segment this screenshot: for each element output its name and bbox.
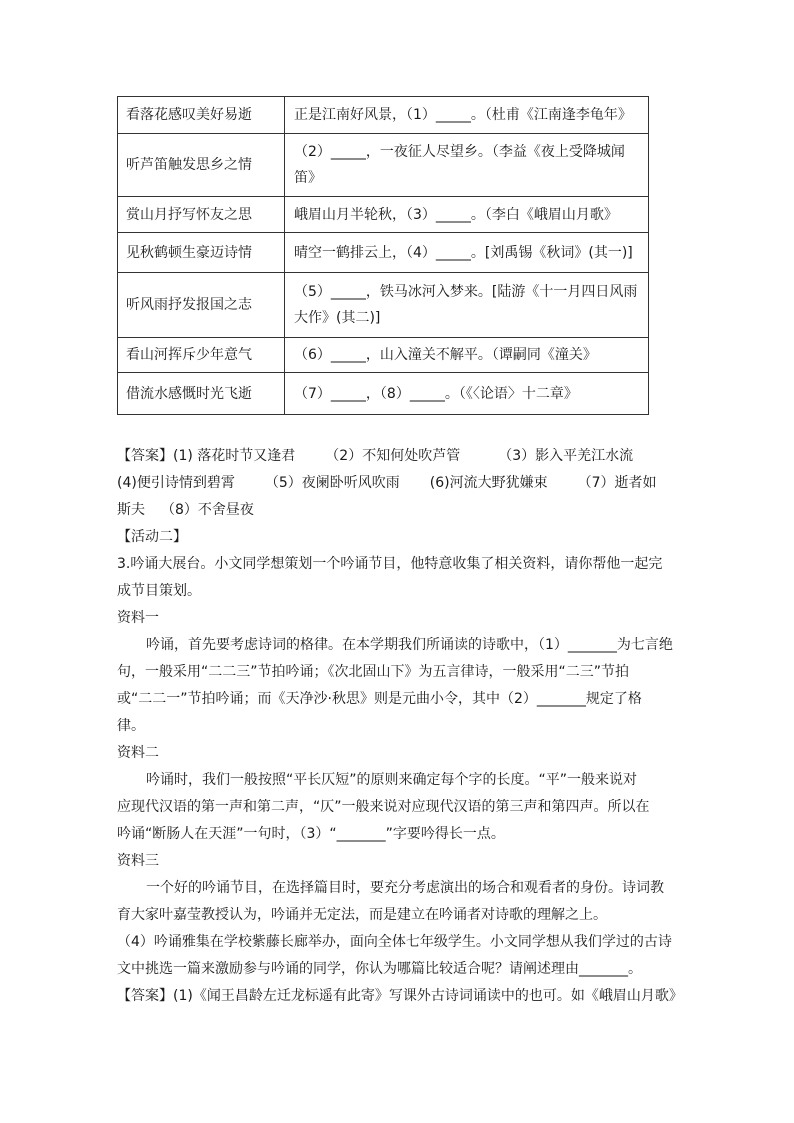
answer-item: (1) 落花时节又逢君 [173, 448, 296, 464]
table-row [118, 373, 649, 415]
answer-line [117, 983, 687, 1010]
question-line: 3.吟诵大展台。小文同学想策划一个吟诵节目，他特意收集了相关资料，请你帮他一起完 [117, 556, 663, 572]
answer-item: (4)便引诗情到碧霄 [117, 475, 235, 491]
verse-cell [285, 338, 649, 373]
material-line: 句，一般采用“二二三”节拍吟诵；《次北固山下》为五言律诗，一般采用“二三”节拍 [117, 664, 630, 680]
theme-cell: 见秋鹤顿生豪迈诗情 [118, 233, 285, 273]
body-text [117, 443, 687, 1010]
table-row [118, 338, 649, 373]
verse-line: 大作》(其二)] [294, 310, 381, 326]
theme-cell: 听芦笛触发思乡之情 [118, 134, 285, 197]
answer-item: (6)河流大野犹嫌束 [429, 475, 548, 491]
verse-cell [285, 233, 649, 273]
material-line: 文中挑选一篇来激励参与吟诵的同学，你认为哪篇比较适合呢？请阐述理由_______。 [117, 961, 642, 977]
material-line: 律。 [117, 718, 145, 734]
material-line: 一个好的吟诵节目，在选择篇目时，要充分考虑演出的场合和观看者的身份。诗词教 [146, 880, 664, 896]
material-line: 吟诵，首先要考虑诗词的格律。在本学期我们所诵读的诗歌中，（1）_______为七言绝 [146, 637, 673, 653]
answer-label: 【答案】 [117, 988, 173, 1004]
verse-line: 正是江南好风景，（1）_____。（杜甫《江南逢李龟年》 [294, 107, 632, 123]
table-row [118, 197, 649, 233]
verse-line: （2）_____，一夜征人尽望乡。（李益《夜上受降城闻 [294, 144, 625, 160]
answer-label: 【答案】 [117, 448, 173, 464]
verse-cell [285, 97, 649, 134]
verse-cell [285, 273, 649, 338]
table-row [118, 134, 649, 197]
verse-line: （5）_____，铁马冰河入梦来。[陆游《十一月四日风雨 [294, 284, 638, 300]
table-row [118, 233, 649, 273]
verse-line: 笛》 [294, 170, 322, 186]
theme-cell: 听风雨抒发报国之志 [118, 273, 285, 338]
theme-cell: 看山河挥斥少年意气 [118, 338, 285, 373]
answer-item: （3）影入平羌江水流 [498, 448, 634, 464]
material-heading: 资料二 [117, 745, 159, 761]
verse-line: （7）_____，（8）_____。（《〈论语〉十二章》 [294, 385, 578, 402]
verse-line: （6）_____，山入潼关不解平。（谭嗣同《潼关》 [294, 347, 597, 363]
table-row [118, 273, 649, 338]
theme-cell: 赏山月抒写怀友之思 [118, 197, 285, 233]
answer-line [117, 443, 687, 470]
material-line: （4）吟诵雅集在学校紫藤长廊举办，面向全体七年级学生。小文同学想从我们学过的古诗 [117, 934, 672, 950]
answer-item: （5）夜阑卧听风吹雨 [264, 475, 400, 491]
verse-cell [285, 197, 649, 233]
answer-line [117, 470, 687, 497]
material-line: 育大家叶嘉莹教授认为，吟诵并无定法，而是建立在吟诵者对诗歌的理解之上。 [117, 907, 607, 923]
material-line: 或“二二一”节拍吟诵；而《天净沙·秋思》则是元曲小令，其中（2）_______规定了格 [117, 691, 642, 707]
material-line: 吟诵时，我们一般按照“平长仄短”的原则来确定每个字的长度。“平”一般来说对 [146, 772, 638, 788]
answer-text: (1)《闻王昌龄左迁龙标遥有此寄》写课外古诗词诵读中的也可。如《峨眉山月歌》 [173, 988, 683, 1004]
table-row [118, 97, 649, 134]
poem-table [117, 96, 649, 415]
answer-item: （7）逝者如 [577, 475, 657, 491]
material-heading: 资料一 [117, 610, 159, 626]
verse-line: 峨眉山月半轮秋，（3）_____。（李白《峨眉山月歌》 [294, 206, 618, 223]
material-line: 吟诵“断肠人在天涯”一句时，（3）“_______”字要吟得长一点。 [117, 826, 505, 842]
answer-item: （8）不舍昼夜 [161, 502, 254, 518]
answer-item: 斯夫 [117, 502, 145, 518]
verse-cell [285, 373, 649, 415]
theme-cell: 借流水感慨时光飞逝 [118, 373, 285, 415]
verse-cell [285, 134, 649, 197]
answer-item: （2）不知何处吹芦管 [325, 448, 461, 464]
verse-line: 晴空一鹤排云上，（4）_____。[刘禹锡《秋词》(其一)] [294, 244, 633, 261]
answer-line [117, 497, 687, 524]
material-heading: 资料三 [117, 853, 159, 869]
material-line: 应现代汉语的第一声和第二声，“仄”一般来说对应现代汉语的第三声和第四声。所以在 [117, 799, 650, 815]
activity-heading: 【活动二】 [117, 529, 187, 545]
theme-cell: 看落花感叹美好易逝 [118, 97, 285, 134]
question-line: 成节目策划。 [117, 583, 201, 599]
